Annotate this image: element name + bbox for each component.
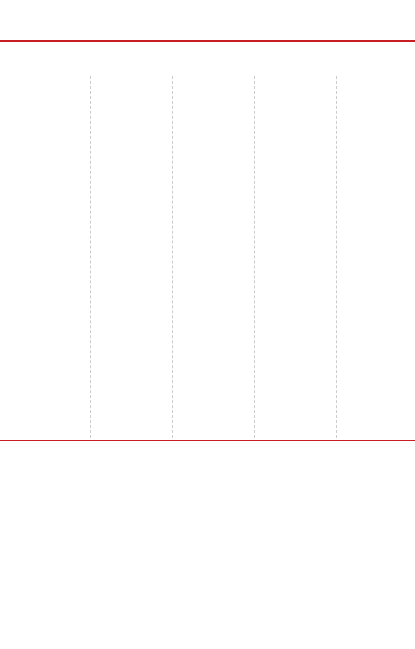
announcement-column-5 — [336, 76, 409, 438]
announcement-column-2 — [90, 76, 167, 438]
bottom-column-4 — [309, 445, 409, 645]
bottom-column-3 — [208, 445, 303, 645]
announcement-column-1 — [8, 76, 84, 438]
announcement-column-4 — [254, 76, 331, 438]
announcement-column-3 — [172, 76, 249, 438]
bottom-section — [0, 440, 415, 649]
page-header — [0, 0, 415, 42]
bottom-column-1 — [6, 445, 101, 645]
bottom-column-2 — [107, 445, 202, 645]
